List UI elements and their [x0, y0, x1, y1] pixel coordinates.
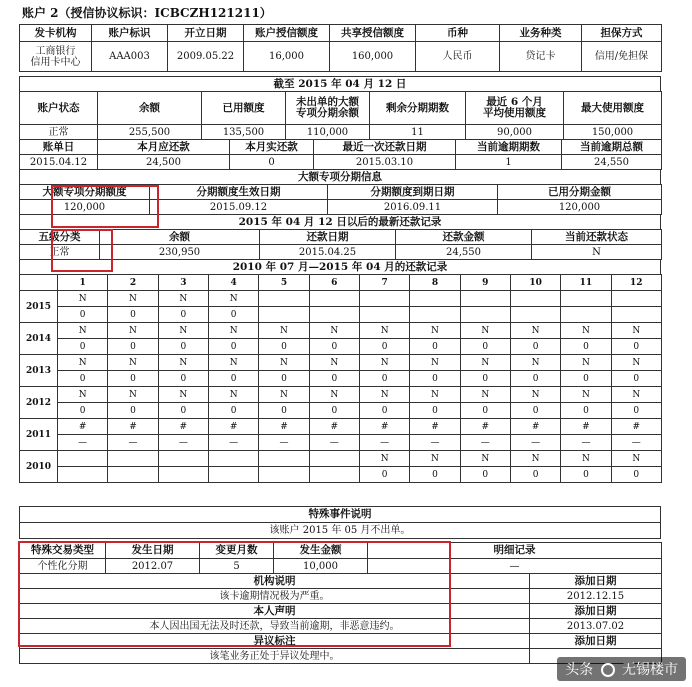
- watermark-prefix: 头条: [565, 662, 594, 678]
- history-cell: N: [58, 323, 108, 339]
- trade-value-4: —: [368, 559, 662, 574]
- acct-header-4: 共享授信额度: [330, 25, 416, 42]
- history-cell: [259, 291, 309, 307]
- history-cell: 0: [259, 371, 309, 387]
- month-header: 2: [108, 275, 158, 291]
- history-cell: —: [108, 435, 158, 451]
- history-cell: [158, 451, 208, 467]
- history-cell: —: [460, 435, 510, 451]
- history-cell: N: [510, 387, 560, 403]
- history-cell: 0: [58, 371, 108, 387]
- history-cell: [359, 307, 409, 323]
- history-cell: N: [460, 387, 510, 403]
- history-cell: [208, 467, 258, 483]
- history-cell: [359, 291, 409, 307]
- history-cell: [58, 467, 108, 483]
- history-cell: [108, 467, 158, 483]
- history-cell: N: [58, 355, 108, 371]
- month-header: 3: [158, 275, 208, 291]
- history-cell: 0: [561, 467, 611, 483]
- history-cell: 0: [410, 371, 460, 387]
- history-cell: N: [158, 355, 208, 371]
- acct-value-4: 160,000: [330, 42, 416, 72]
- history-cell: 0: [158, 403, 208, 419]
- month-header: 6: [309, 275, 359, 291]
- history-cell: 0: [359, 403, 409, 419]
- trade-header-2: 变更月数: [200, 543, 274, 559]
- history-cell: 0: [460, 467, 510, 483]
- history-cell: N: [158, 387, 208, 403]
- history-cell: 0: [359, 339, 409, 355]
- history-cell: #: [410, 419, 460, 435]
- history-cell: #: [611, 419, 661, 435]
- history-cell: 0: [158, 371, 208, 387]
- billing-value-4: 1: [456, 155, 562, 170]
- history-cell: —: [208, 435, 258, 451]
- history-cell: [410, 307, 460, 323]
- month-header: 1: [58, 275, 108, 291]
- history-cell: #: [460, 419, 510, 435]
- history-year: 2015: [20, 291, 58, 323]
- history-cell: 0: [58, 403, 108, 419]
- trade-value-2: 5: [200, 559, 274, 574]
- history-cell: N: [309, 355, 359, 371]
- acct-header-5: 币种: [416, 25, 500, 42]
- history-cell: N: [359, 323, 409, 339]
- status-header-4: 剩余分期期数: [370, 92, 466, 125]
- acct-value-5: 人民币: [416, 42, 500, 72]
- history-cell: [309, 307, 359, 323]
- self-date-label: 添加日期: [530, 604, 662, 619]
- installment-header-2: 分期额度到期日期: [328, 185, 498, 200]
- history-cell: 0: [108, 403, 158, 419]
- trade-header-0: 特殊交易类型: [20, 543, 106, 559]
- history-cell: 0: [410, 339, 460, 355]
- acct-value-1: AAA003: [92, 42, 168, 72]
- status-value-3: 110,000: [286, 125, 370, 140]
- installment-value-0: 120,000: [20, 200, 150, 215]
- trade-value-0: 个性化分期: [20, 559, 106, 574]
- history-cell: [309, 291, 359, 307]
- acct-header-7: 担保方式: [582, 25, 662, 42]
- history-year: 2011: [20, 419, 58, 451]
- installment-value-1: 2015.09.12: [150, 200, 328, 215]
- history-cell: 0: [158, 307, 208, 323]
- history-cell: #: [561, 419, 611, 435]
- history-year: 2012: [20, 387, 58, 419]
- history-cell: N: [611, 323, 661, 339]
- installment-header-1: 分期额度生效日期: [150, 185, 328, 200]
- billing-header-2: 本月实还款: [230, 140, 314, 155]
- history-cell: N: [510, 323, 560, 339]
- history-cell: N: [158, 323, 208, 339]
- history-cell: [259, 451, 309, 467]
- acct-header-0: 发卡机构: [20, 25, 92, 42]
- history-title: 2010 年 07 月—2015 年 04 月的还款记录: [20, 260, 661, 275]
- history-cell: N: [108, 387, 158, 403]
- billing-header-1: 本月应还款: [98, 140, 230, 155]
- history-cell: N: [259, 355, 309, 371]
- history-year: 2014: [20, 323, 58, 355]
- dispute-text: 该笔业务正处于异议处理中。: [20, 649, 530, 664]
- status-header-0: 账户状态: [20, 92, 98, 125]
- history-cell: [460, 291, 510, 307]
- history-cell: N: [259, 387, 309, 403]
- history-cell: [510, 307, 560, 323]
- history-cell: —: [309, 435, 359, 451]
- trade-value-3: 10,000: [274, 559, 368, 574]
- history-cell: N: [611, 451, 661, 467]
- history-cell: 0: [561, 371, 611, 387]
- history-cell: 0: [460, 403, 510, 419]
- history-cell: #: [58, 419, 108, 435]
- latest-value-0: 正常: [20, 245, 100, 260]
- dispute-title: 异议标注: [20, 634, 530, 649]
- latest-header-2: 还款日期: [260, 230, 396, 245]
- latest-header-3: 还款金额: [396, 230, 532, 245]
- history-cell: N: [561, 355, 611, 371]
- history-section: [19, 259, 661, 275]
- history-cell: [460, 307, 510, 323]
- history-cell: N: [58, 387, 108, 403]
- history-cell: 0: [309, 403, 359, 419]
- large-installment-section: [19, 169, 661, 185]
- history-cell: #: [158, 419, 208, 435]
- self-note-date: 2013.07.02: [530, 619, 662, 634]
- acct-value-3: 16,000: [244, 42, 330, 72]
- history-cell: 0: [510, 339, 560, 355]
- latest-header-0: 五级分类: [20, 230, 100, 245]
- history-cell: N: [561, 323, 611, 339]
- history-cell: N: [460, 323, 510, 339]
- month-header: 10: [510, 275, 560, 291]
- watermark-logo-icon: [601, 663, 615, 677]
- latest-repay-title: 2015 年 04 月 12 日以后的最新还款记录: [20, 215, 661, 230]
- account-info-table: [19, 24, 662, 72]
- large-installment-title: 大额专项分期信息: [20, 170, 661, 185]
- history-cell: [259, 307, 309, 323]
- latest-value-2: 2015.04.25: [260, 245, 396, 260]
- history-cell: N: [309, 387, 359, 403]
- history-cell: 0: [611, 339, 661, 355]
- billing-header-3: 最近一次还款日期: [314, 140, 456, 155]
- status-value-4: 11: [370, 125, 466, 140]
- history-cell: 0: [510, 467, 560, 483]
- acct-value-2: 2009.05.22: [168, 42, 244, 72]
- status-header-6: 最大使用额度: [564, 92, 662, 125]
- asof-section: [19, 76, 661, 92]
- dispute-date-label: 添加日期: [530, 634, 662, 649]
- history-cell: —: [510, 435, 560, 451]
- history-cell: 0: [359, 371, 409, 387]
- history-cell: 0: [208, 403, 258, 419]
- history-cell: 0: [510, 371, 560, 387]
- acct-value-0: 工商银行 信用卡中心: [20, 42, 92, 72]
- history-cell: N: [309, 323, 359, 339]
- highlight-large-installment: [51, 185, 159, 228]
- month-header: 4: [208, 275, 258, 291]
- org-note-date: 2012.12.15: [530, 589, 662, 604]
- latest-repay-table: [19, 229, 662, 260]
- history-cell: [561, 291, 611, 307]
- billing-table: [19, 139, 662, 170]
- history-cell: N: [108, 323, 158, 339]
- trade-header-1: 发生日期: [106, 543, 200, 559]
- history-cell: 0: [208, 371, 258, 387]
- latest-header-1: 余额: [100, 230, 260, 245]
- highlight-special-events: [18, 541, 451, 647]
- history-cell: 0: [108, 307, 158, 323]
- history-cell: 0: [208, 307, 258, 323]
- history-cell: #: [510, 419, 560, 435]
- history-cell: —: [410, 435, 460, 451]
- history-cell: #: [359, 419, 409, 435]
- history-cell: [611, 291, 661, 307]
- acct-value-7: 信用/免担保: [582, 42, 662, 72]
- history-cell: 0: [58, 307, 108, 323]
- history-cell: N: [359, 387, 409, 403]
- history-cell: [108, 451, 158, 467]
- self-note-text: 本人因出国无法及时还款，导致当前逾期，非恶意违约。: [20, 619, 530, 634]
- history-cell: 0: [158, 339, 208, 355]
- history-cell: N: [410, 451, 460, 467]
- history-cell: N: [410, 355, 460, 371]
- history-cell: N: [460, 451, 510, 467]
- history-cell: N: [359, 451, 409, 467]
- installment-value-2: 2016.09.11: [328, 200, 498, 215]
- history-corner: [20, 275, 58, 291]
- history-cell: N: [510, 451, 560, 467]
- history-cell: —: [58, 435, 108, 451]
- org-note-text: 该卡逾期情况极为严重。: [20, 589, 530, 604]
- history-cell: 0: [309, 371, 359, 387]
- status-value-6: 150,000: [564, 125, 662, 140]
- history-cell: 0: [510, 403, 560, 419]
- history-cell: [158, 467, 208, 483]
- installment-header-0: 大额专项分期额度: [20, 185, 150, 200]
- history-cell: 0: [611, 403, 661, 419]
- acct-value-6: 贷记卡: [500, 42, 582, 72]
- special-events-title: 特殊事件说明: [20, 507, 661, 523]
- watermark-name: 无锡楼市: [622, 662, 678, 678]
- trade-header-3: 发生金额: [274, 543, 368, 559]
- history-cell: N: [561, 451, 611, 467]
- history-cell: 0: [208, 339, 258, 355]
- history-cell: #: [259, 419, 309, 435]
- history-cell: #: [108, 419, 158, 435]
- history-cell: —: [259, 435, 309, 451]
- acct-header-2: 开立日期: [168, 25, 244, 42]
- watermark: [557, 657, 686, 681]
- history-cell: N: [611, 387, 661, 403]
- history-cell: [309, 467, 359, 483]
- history-cell: 0: [259, 339, 309, 355]
- trade-header-4: 明细记录: [368, 543, 662, 559]
- latest-header-4: 当前还款状态: [532, 230, 662, 245]
- history-table: [19, 274, 662, 483]
- billing-header-4: 当前逾期期数: [456, 140, 562, 155]
- history-cell: [58, 451, 108, 467]
- history-cell: N: [410, 323, 460, 339]
- history-cell: [611, 307, 661, 323]
- history-cell: 0: [410, 467, 460, 483]
- status-value-2: 135,500: [202, 125, 286, 140]
- history-cell: 0: [108, 339, 158, 355]
- status-value-5: 90,000: [466, 125, 564, 140]
- history-year: 2013: [20, 355, 58, 387]
- history-cell: N: [611, 355, 661, 371]
- history-cell: 0: [561, 339, 611, 355]
- history-cell: 0: [460, 339, 510, 355]
- history-cell: N: [208, 291, 258, 307]
- history-cell: [259, 467, 309, 483]
- billing-value-5: 24,550: [562, 155, 662, 170]
- billing-value-3: 2015.03.10: [314, 155, 456, 170]
- history-cell: [510, 291, 560, 307]
- latest-value-4: N: [532, 245, 662, 260]
- history-cell: 0: [611, 371, 661, 387]
- history-cell: 0: [460, 371, 510, 387]
- month-header: 5: [259, 275, 309, 291]
- history-cell: N: [208, 387, 258, 403]
- history-cell: N: [510, 355, 560, 371]
- billing-value-0: 2015.04.12: [20, 155, 98, 170]
- installment-value-3: 120,000: [498, 200, 662, 215]
- history-cell: 0: [58, 339, 108, 355]
- self-note-title: 本人声明: [20, 604, 530, 619]
- history-cell: 0: [309, 339, 359, 355]
- history-cell: #: [309, 419, 359, 435]
- history-cell: 0: [259, 403, 309, 419]
- latest-value-3: 24,550: [396, 245, 532, 260]
- status-header-1: 余额: [98, 92, 202, 125]
- status-header-5: 最近 6 个月 平均使用额度: [466, 92, 564, 125]
- history-cell: [309, 451, 359, 467]
- acct-header-3: 账户授信额度: [244, 25, 330, 42]
- acct-header-1: 账户标识: [92, 25, 168, 42]
- status-table: [19, 91, 662, 140]
- history-cell: N: [259, 323, 309, 339]
- history-cell: N: [108, 291, 158, 307]
- status-header-3: 未出单的大额 专项分期余额: [286, 92, 370, 125]
- status-value-1: 255,500: [98, 125, 202, 140]
- history-cell: N: [58, 291, 108, 307]
- special-events-text: 该账户 2015 年 05 月不出单。: [20, 523, 661, 539]
- history-cell: N: [108, 355, 158, 371]
- asof-date: 截至 2015 年 04 月 12 日: [20, 77, 661, 92]
- history-cell: N: [410, 387, 460, 403]
- history-cell: N: [561, 387, 611, 403]
- installment-header-3: 已用分期金额: [498, 185, 662, 200]
- special-events-section: [19, 506, 661, 539]
- history-cell: [410, 291, 460, 307]
- history-cell: [561, 307, 611, 323]
- history-cell: N: [359, 355, 409, 371]
- history-cell: 0: [108, 371, 158, 387]
- billing-value-1: 24,500: [98, 155, 230, 170]
- highlight-five-class: [51, 229, 113, 272]
- history-cell: #: [208, 419, 258, 435]
- month-header: 11: [561, 275, 611, 291]
- acct-header-6: 业务种类: [500, 25, 582, 42]
- history-cell: N: [208, 355, 258, 371]
- month-header: 8: [410, 275, 460, 291]
- org-date-label: 添加日期: [530, 574, 662, 589]
- history-cell: N: [460, 355, 510, 371]
- month-header: 9: [460, 275, 510, 291]
- history-cell: [208, 451, 258, 467]
- account-title: 账户 2（授信协议标识：ICBCZH121211）: [22, 6, 272, 20]
- history-cell: 0: [561, 403, 611, 419]
- history-cell: —: [611, 435, 661, 451]
- trade-value-1: 2012.07: [106, 559, 200, 574]
- org-note-title: 机构说明: [20, 574, 530, 589]
- billing-header-5: 当前逾期总额: [562, 140, 662, 155]
- status-value-0: 正常: [20, 125, 98, 140]
- history-cell: 0: [359, 467, 409, 483]
- history-cell: —: [561, 435, 611, 451]
- history-cell: —: [158, 435, 208, 451]
- history-cell: N: [158, 291, 208, 307]
- billing-value-2: 0: [230, 155, 314, 170]
- history-cell: 0: [611, 467, 661, 483]
- month-header: 7: [359, 275, 409, 291]
- history-cell: N: [208, 323, 258, 339]
- history-cell: 0: [410, 403, 460, 419]
- month-header: 12: [611, 275, 661, 291]
- history-cell: —: [359, 435, 409, 451]
- status-header-2: 已用额度: [202, 92, 286, 125]
- history-year: 2010: [20, 451, 58, 483]
- latest-value-1: 230,950: [100, 245, 260, 260]
- billing-header-0: 账单日: [20, 140, 98, 155]
